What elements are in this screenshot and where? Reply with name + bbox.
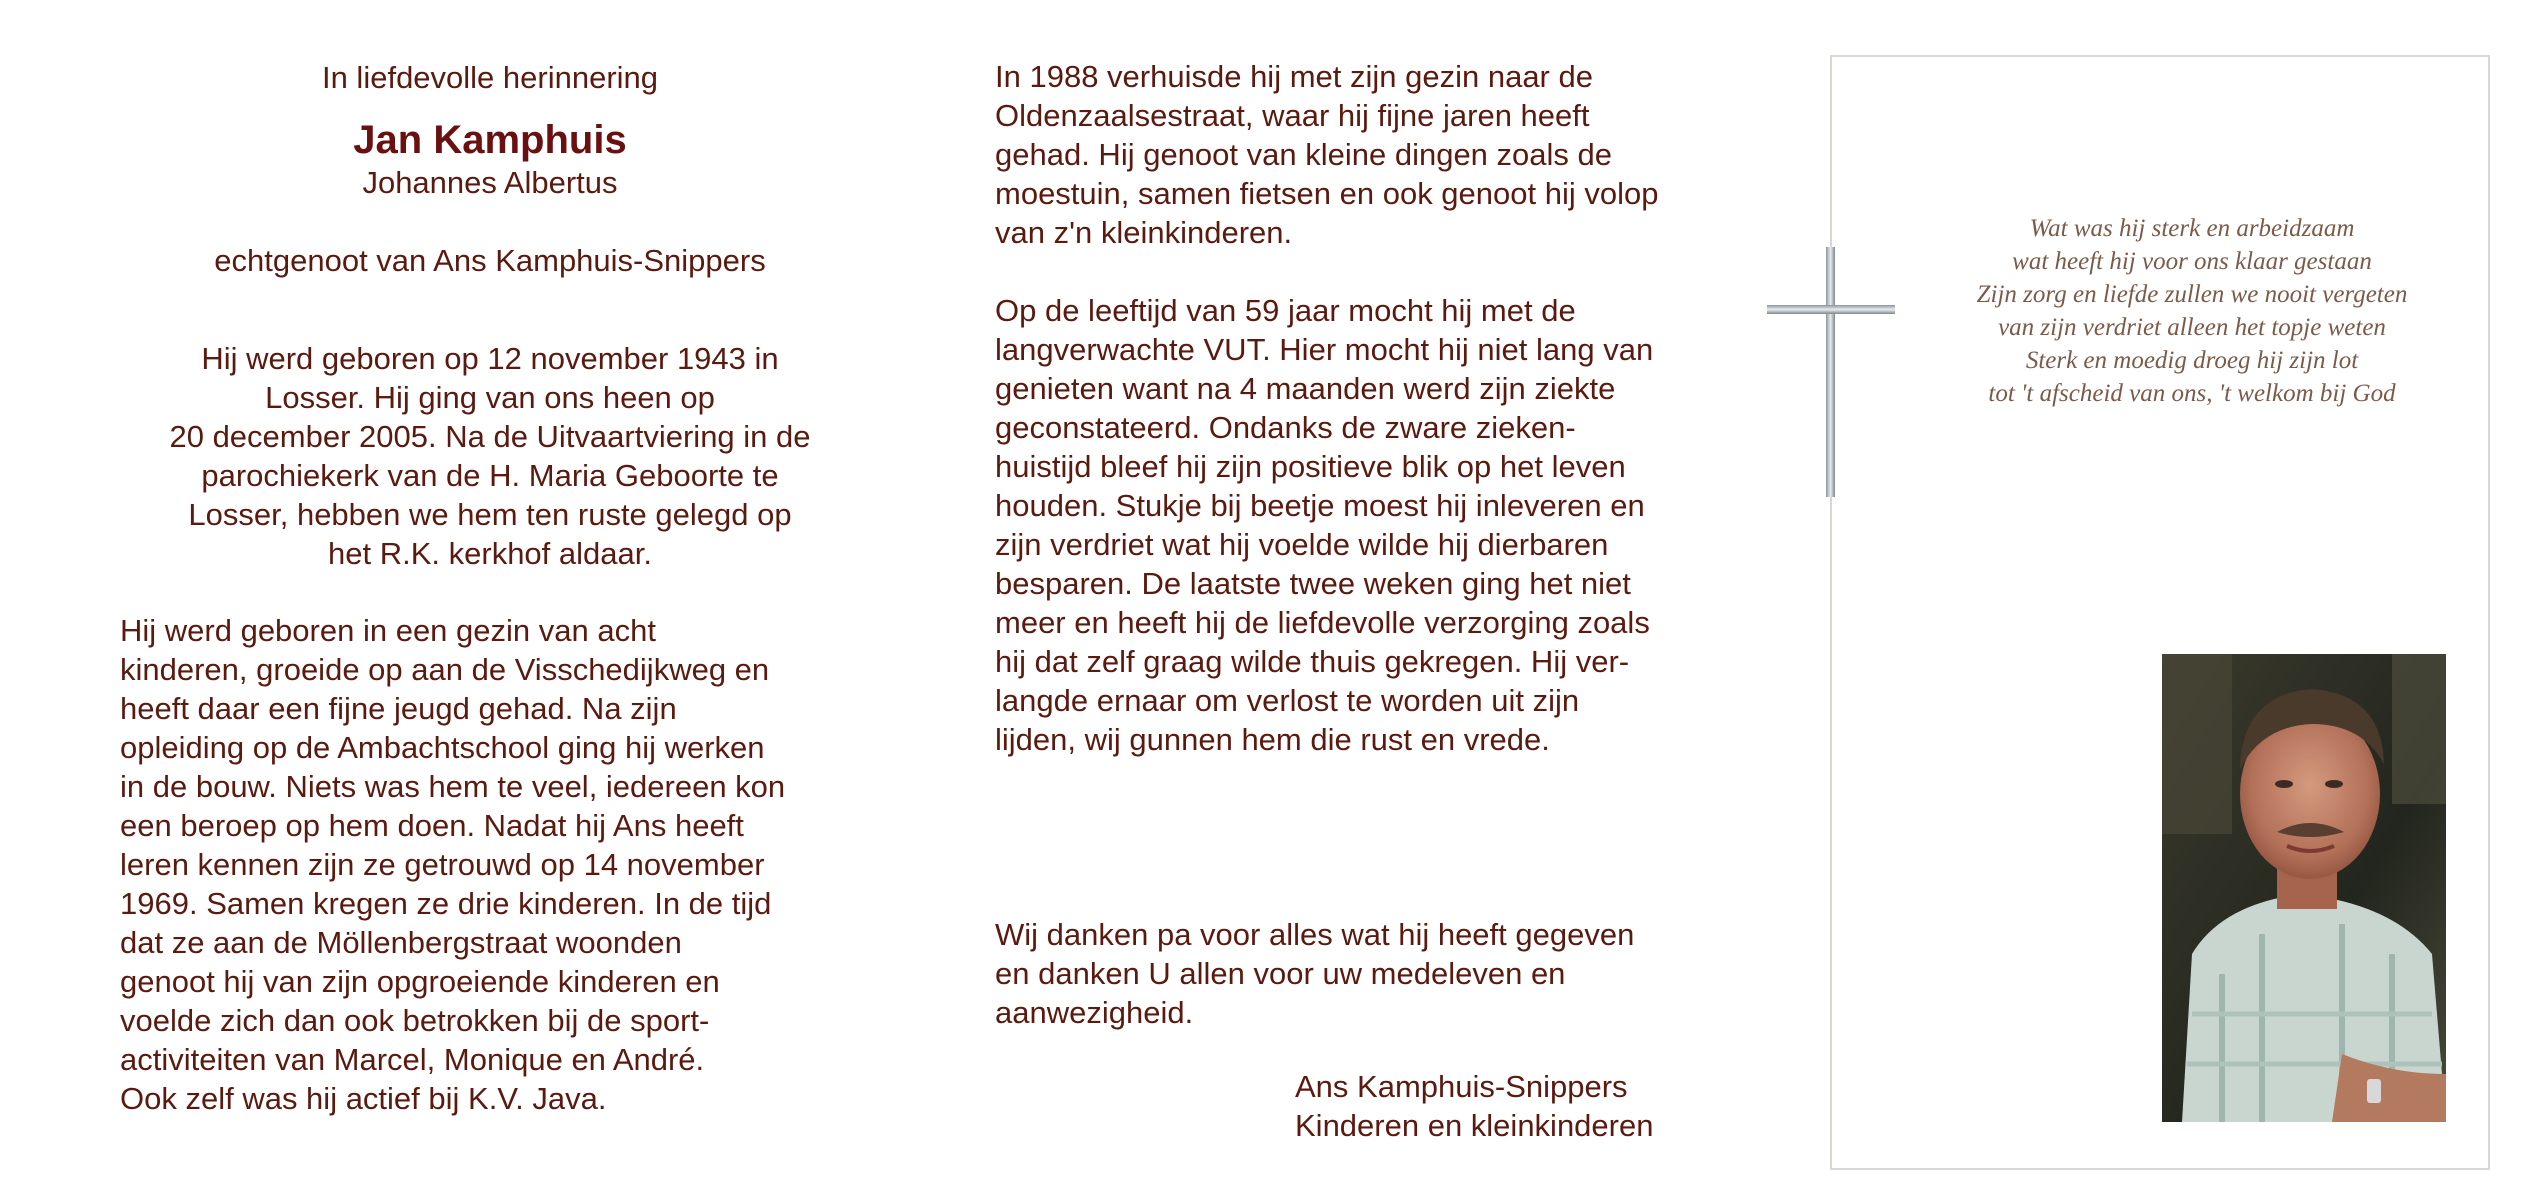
text-line: besparen. De laatste twee weken ging het niet <box>995 566 1631 601</box>
text-line: voelde zich dan ook betrokken bij de sport- <box>120 1003 710 1038</box>
text-line: Hij werd geboren in een gezin van acht <box>120 613 656 648</box>
intro-heading: In liefdevolle herinnering <box>321 60 659 95</box>
text-line: houden. Stukje bij beetje moest hij inleveren en <box>995 488 1645 523</box>
text-line: langde ernaar om verlost te worden uit zijn <box>995 683 1580 718</box>
text-line: 20 december 2005. Na de Uitvaartviering in de <box>169 419 811 454</box>
signature-block <box>1295 1067 1705 1145</box>
text-line: geconstateerd. Ondanks de zware zieken- <box>995 410 1576 445</box>
text-line: heeft daar een fijne jeugd gehad. Na zijn <box>120 691 677 726</box>
poem-line: Wat was hij sterk en arbeidzaam <box>2029 215 2355 242</box>
text-line: kinderen, groeide op aan de Visschedijkweg en <box>120 652 770 687</box>
text-line: moestuin, samen fietsen en ook genoot hij volop <box>995 176 1659 211</box>
text-line: Losser, hebben we hem ten ruste gelegd op <box>188 497 792 532</box>
text-line: het R.K. kerkhof aldaar. <box>328 536 652 571</box>
biography-paragraph <box>120 611 860 1118</box>
text-line: lijden, wij gunnen hem die rust en vrede. <box>995 722 1550 757</box>
text-line: in de bouw. Niets was hem te veel, iedereen kon <box>120 769 786 804</box>
text-line: een beroep op hem doen. Nadat hij Ans heeft <box>120 808 744 843</box>
text-line: In 1988 verhuisde hij met zijn gezin naar de <box>995 59 1593 94</box>
illness-paragraph <box>995 291 1705 759</box>
text-line: Losser. Hij ging van ons heen op <box>265 380 715 415</box>
text-line: genieten want na 4 maanden werd zijn ziekte <box>995 371 1616 406</box>
text-line: Hij werd geboren op 12 november 1943 in <box>201 341 779 376</box>
text-line: langverwachte VUT. Hier mocht hij niet lang van <box>995 332 1654 367</box>
left-panel <box>120 0 860 1200</box>
move-paragraph <box>995 57 1705 252</box>
spouse-line: echtgenoot van Ans Kamphuis-Snippers <box>214 243 766 278</box>
text-line: parochiekerk van de H. Maria Geboorte te <box>201 458 779 493</box>
text-line: genoot hij van zijn opgroeiende kinderen en <box>120 964 720 999</box>
deceased-name: Jan Kamphuis <box>353 118 627 162</box>
text-line: zijn verdriet wat hij voelde wilde hij dierbaren <box>995 527 1609 562</box>
text-line: Oldenzaalsestraat, waar hij fijne jaren heeft <box>995 98 1590 133</box>
middle-panel <box>995 0 1705 1200</box>
text-line: hij dat zelf graag wilde thuis gekregen. Hij ver- <box>995 644 1630 679</box>
text-line: dat ze aan de Möllenbergstraat woonden <box>120 925 682 960</box>
portrait-photo <box>2162 654 2446 1122</box>
poem-line: van zijn verdriet alleen het topje weten <box>1998 314 2386 341</box>
text-line: Ook zelf was hij actief bij K.V. Java. <box>120 1081 607 1116</box>
text-line: Wij danken pa voor alles wat hij heeft gegeven <box>995 917 1635 952</box>
text-line: opleiding op de Ambachtschool ging hij werken <box>120 730 765 765</box>
text-line: leren kennen zijn ze getrouwd op 14 november <box>120 847 765 882</box>
poem-line: Sterk en moedig droeg hij zijn lot <box>2025 347 2359 374</box>
text-line: aanwezigheid. <box>995 995 1194 1030</box>
text-line: meer en heeft hij de liefdevolle verzorging zoals <box>995 605 1650 640</box>
right-panel <box>1830 55 2490 1170</box>
text-line: huistijd bleef hij zijn positieve blik op het leven <box>995 449 1626 484</box>
poem-line: Zijn zorg en liefde zullen we nooit vergeten <box>1976 281 2408 308</box>
thanks-paragraph <box>995 915 1705 1032</box>
memorial-poem <box>1932 212 2452 410</box>
text-line: en danken U allen voor uw medeleven en <box>995 956 1566 991</box>
given-names: Johannes Albertus <box>362 165 618 200</box>
birth-paragraph <box>120 339 860 573</box>
text-line: Op de leeftijd van 59 jaar mocht hij met de <box>995 293 1576 328</box>
text-line: van z'n kleinkinderen. <box>995 215 1293 250</box>
cross-icon <box>1767 247 1897 502</box>
poem-line: wat heeft hij voor ons klaar gestaan <box>2012 248 2372 275</box>
text-line: 1969. Samen kregen ze drie kinderen. In de tijd <box>120 886 772 921</box>
text-line: activiteiten van Marcel, Monique en André. <box>120 1042 705 1077</box>
signature-line: Ans Kamphuis-Snippers <box>1295 1069 1628 1104</box>
text-line: gehad. Hij genoot van kleine dingen zoals de <box>995 137 1613 172</box>
poem-line: tot 't afscheid van ons, 't welkom bij God <box>1988 380 2396 407</box>
signature-line: Kinderen en kleinkinderen <box>1295 1108 1654 1143</box>
